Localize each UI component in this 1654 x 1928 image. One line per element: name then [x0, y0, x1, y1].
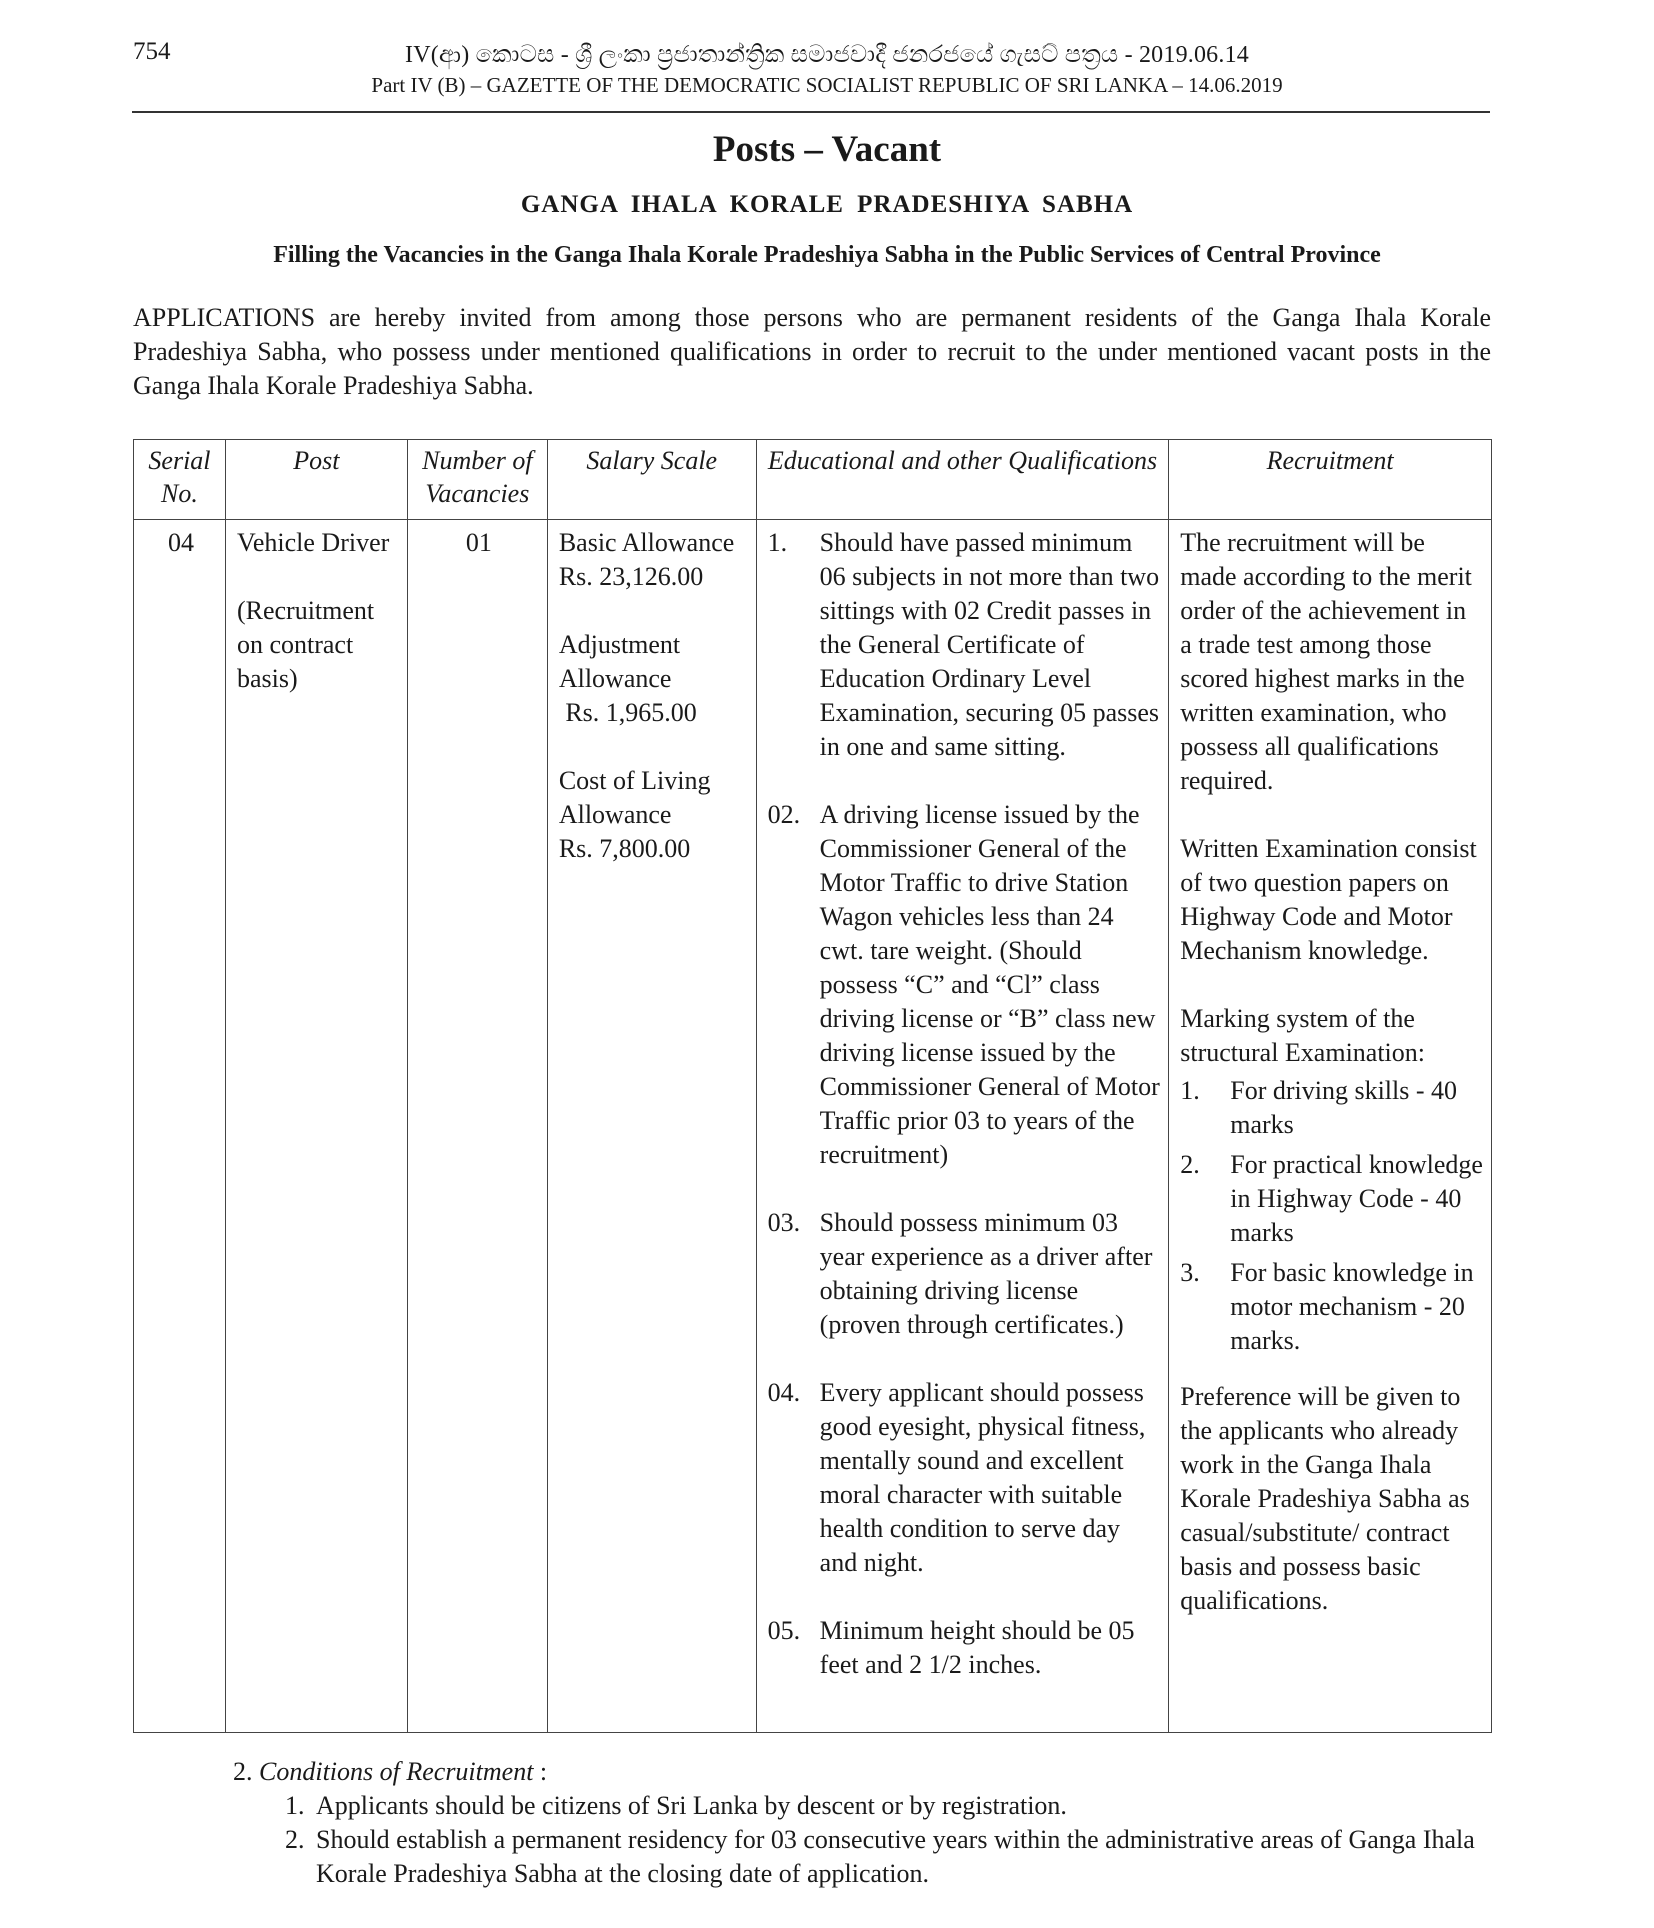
salary-amount: Rs. 23,126.00	[558, 562, 704, 591]
table-row	[134, 520, 1492, 1733]
list-item	[285, 1823, 1495, 1891]
item-number: 02.	[767, 800, 801, 829]
notice-subtitle: Filling the Vacancies in the Ganga Ihala Korale Pradeshiya Sabha in the Public Services of Central Province	[273, 242, 1381, 268]
salary-label: Adjustment Allowance	[558, 630, 681, 693]
conditions-colon: :	[533, 1757, 548, 1786]
list-item	[285, 1789, 1495, 1823]
salary-item	[559, 628, 748, 730]
salary-label: Cost of Living Allowance	[558, 766, 711, 829]
item-text: For practical knowledge in Highway Code - 40 marks	[1230, 1150, 1483, 1247]
item-number: 1.	[1180, 1076, 1200, 1105]
header-divider	[132, 111, 1490, 113]
cell-post	[225, 520, 407, 1733]
table-header-row	[134, 440, 1492, 520]
preference-paragraph: Preference will be given to the applicants who already work in the Ganga Ihala Korale Pradeshiya Sabha as casual/substitute/ contract basis and possess basic qualifications.	[1180, 1382, 1470, 1615]
marking-system-heading: Marking system of the structural Examination:	[1180, 1004, 1425, 1067]
post-note: (Recruitment on contract basis)	[236, 596, 375, 693]
conditions-list	[285, 1789, 1495, 1891]
list-item	[1180, 1074, 1483, 1142]
header-qualifications: Educational and other Qualifications	[756, 440, 1169, 520]
header-recruitment: Recruitment	[1169, 440, 1492, 520]
conditions-number: 2.	[233, 1757, 253, 1786]
cell-vacancies: 01	[407, 520, 547, 1733]
list-item	[768, 1614, 1161, 1682]
header-salary-scale: Salary Scale	[547, 440, 756, 520]
page-title: Posts – Vacant	[712, 129, 942, 170]
marking-list	[1180, 1074, 1483, 1358]
item-number: 2.	[285, 1825, 305, 1854]
list-item	[1180, 1148, 1483, 1250]
qualifications-list	[768, 526, 1161, 1682]
recruitment-paragraph: The recruitment will be made according to the merit order of the achievement in a trade test among those scored highest marks in the written examination, who possess all qualifications required.	[1180, 528, 1472, 795]
item-number: 1.	[285, 1791, 305, 1820]
page-number: 754	[133, 38, 171, 65]
list-item	[768, 526, 1161, 764]
intro-paragraph: APPLICATIONS are hereby invited from among those persons who are permanent residents of the Ganga Ihala Korale Pradeshiya Sabha, who possess under mentioned qualifications in order to recruit to the under mentioned vacant posts in the Ganga Ihala Korale Pradeshiya Sabha.	[133, 303, 1491, 400]
item-number: 04.	[767, 1378, 801, 1407]
header-post: Post	[225, 440, 407, 520]
salary-amount: Rs. 7,800.00	[558, 834, 691, 863]
item-number: 05.	[767, 1616, 801, 1645]
salary-label: Basic Allowance	[558, 528, 735, 557]
item-text: Applicants should be citizens of Sri Lanka by descent or by registration.	[316, 1791, 1067, 1820]
item-text: For basic knowledge in motor mechanism - 20 marks.	[1230, 1258, 1474, 1355]
post-name: Vehicle Driver	[236, 528, 390, 557]
conditions-title: Conditions of Recruitment	[259, 1757, 534, 1786]
item-number: 3.	[1180, 1258, 1200, 1287]
vacancy-table	[133, 439, 1492, 1733]
item-text: Should possess minimum 03 year experience as a driver after obtaining driving license (proven through certificates.)	[819, 1208, 1153, 1339]
item-text: For driving skills - 40 marks	[1230, 1076, 1458, 1139]
cell-serial: 04	[134, 520, 226, 1733]
header-number-of-vacancies: Number of Vacancies	[407, 440, 547, 520]
written-exam-paragraph: Written Examination consist of two question papers on Highway Code and Motor Mechanism knowledge.	[1180, 834, 1477, 965]
list-item	[768, 1376, 1161, 1580]
item-text: Should establish a permanent residency for 03 consecutive years within the administrative areas of Ganga Ihala Korale Pradeshiya Sabha at the closing date of application.	[316, 1825, 1475, 1888]
item-text: Minimum height should be 05 feet and 2 1/2 inches.	[819, 1616, 1135, 1679]
header-serial-no: Serial No.	[134, 440, 226, 520]
list-item	[768, 1206, 1161, 1342]
conditions-heading	[233, 1755, 547, 1789]
item-number: 03.	[767, 1208, 801, 1237]
item-text: A driving license issued by the Commissioner General of the Motor Traffic to drive Station Wagon vehicles less than 24 cwt. tare weight. (Should possess “C” and “Cl” class driving license or “B” class new driving license issued by the Commissioner General of Motor Traffic prior 03 to years of the recruitment)	[819, 800, 1160, 1169]
item-number: 2.	[1180, 1150, 1200, 1179]
gazette-header-english: Part IV (B) – GAZETTE OF THE DEMOCRATIC SOCIALIST REPUBLIC OF SRI LANKA – 14.06.2019	[371, 73, 1283, 97]
item-number: 1.	[767, 528, 788, 557]
item-text: Every applicant should possess good eyesight, physical fitness, mentally sound and excellent moral character with suitable health condition to serve day and night.	[819, 1378, 1146, 1577]
list-item	[1180, 1256, 1483, 1358]
cell-recruitment	[1169, 520, 1492, 1733]
gazette-header-sinhala: IV(ආ) කොටස - ශ්‍රී ලංකා ප්‍රජාතාන්ත්‍රික සමාජවාදී ජනරජයේ ගැසට් පත්‍රය - 2019.06.14	[405, 42, 1249, 68]
cell-qualifications	[756, 520, 1169, 1733]
salary-item	[559, 764, 748, 866]
salary-item	[559, 526, 748, 594]
salary-amount: Rs. 1,965.00	[565, 698, 697, 727]
list-item	[768, 798, 1161, 1172]
cell-salary	[547, 520, 756, 1733]
organization-name: GANGA IHALA KORALE PRADESHIYA SABHA	[520, 191, 1134, 218]
item-text: Should have passed minimum 06 subjects in not more than two sittings with 02 Credit passes in the General Certificate of Education Ordinary Level Examination, securing 05 passes in one and same sitting.	[819, 528, 1160, 761]
